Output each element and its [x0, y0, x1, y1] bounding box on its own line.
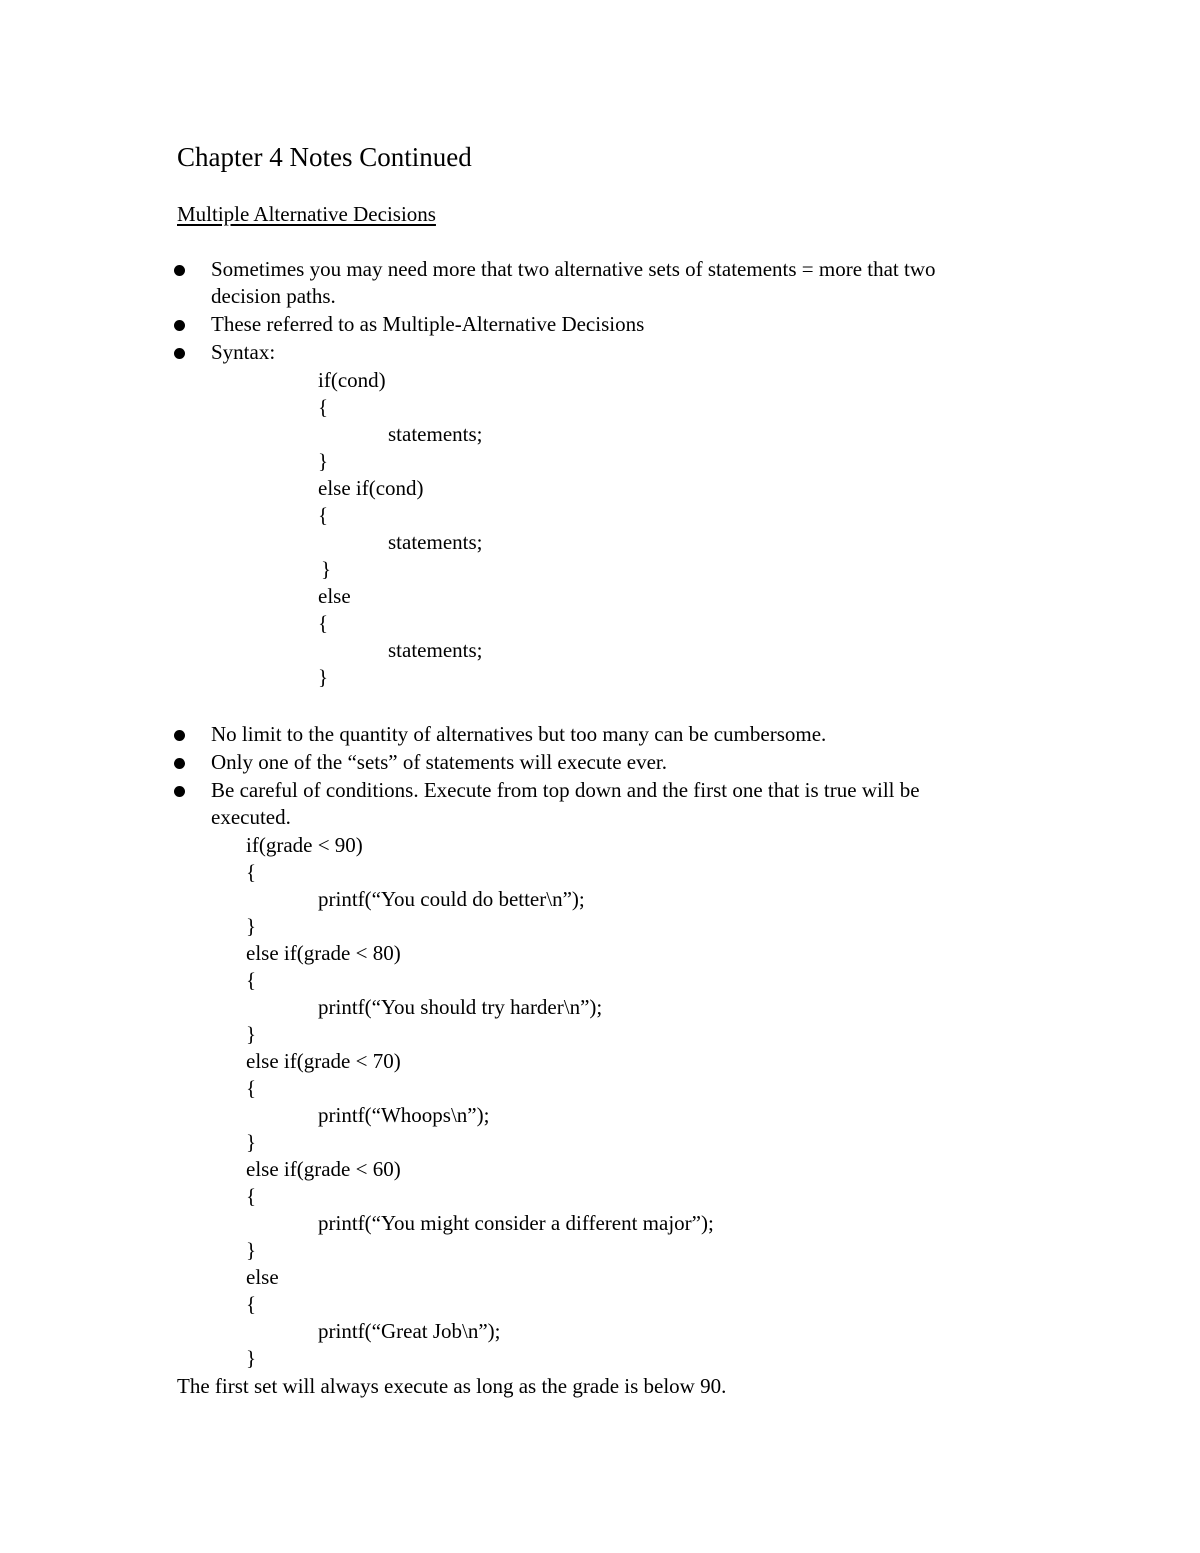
code-line: { — [246, 860, 257, 884]
bullet-text: These referred to as Multiple-Alternative Decisions — [211, 312, 645, 336]
bullet-text: Only one of the “sets” of statements will execute ever. — [211, 750, 668, 774]
code-line: printf(“You could do better\n”); — [318, 887, 585, 911]
bullet-icon — [174, 348, 185, 359]
code-line: } — [318, 665, 329, 689]
code-line: printf(“You might consider a different major”); — [318, 1211, 714, 1235]
code-line: else — [246, 1265, 279, 1289]
code-line: { — [246, 1292, 257, 1316]
code-line: } — [246, 914, 257, 938]
code-line: { — [318, 503, 329, 527]
code-line: } — [318, 449, 329, 473]
bullet-text: Be careful of conditions. Execute from top down and the first one that is true will be — [211, 778, 920, 802]
closing-paragraph: The first set will always execute as long as the grade is below 90. — [177, 1374, 727, 1398]
page-title: Chapter 4 Notes Continued — [177, 142, 472, 172]
code-line: } — [246, 1130, 257, 1154]
code-line: { — [246, 1184, 257, 1208]
code-line: else if(cond) — [318, 476, 424, 500]
code-line: } — [246, 1346, 257, 1370]
code-line: if(cond) — [318, 368, 386, 392]
code-line: else if(grade < 80) — [246, 941, 401, 965]
bullet-text-continued: executed. — [211, 805, 291, 829]
code-line: else if(grade < 70) — [246, 1049, 401, 1073]
code-line: } — [246, 1238, 257, 1262]
bullet-icon — [174, 758, 185, 769]
code-line: } — [246, 1022, 257, 1046]
code-line: { — [318, 395, 329, 419]
bullet-text: Sometimes you may need more that two alternative sets of statements = more that two — [211, 257, 936, 281]
code-line: statements; — [388, 530, 483, 554]
section-heading: Multiple Alternative Decisions — [177, 202, 436, 226]
code-line: printf(“Great Job\n”); — [318, 1319, 501, 1343]
bullet-icon — [174, 320, 185, 331]
bullet-icon — [174, 786, 185, 797]
code-line: printf(“You should try harder\n”); — [318, 995, 603, 1019]
bullet-icon — [174, 265, 185, 276]
bullet-text: No limit to the quantity of alternatives but too many can be cumbersome. — [211, 722, 827, 746]
code-line: } — [321, 557, 332, 581]
code-line: if(grade < 90) — [246, 833, 363, 857]
bullet-text: Syntax: — [211, 340, 276, 364]
bullet-icon — [174, 730, 185, 741]
code-line: else — [318, 584, 351, 608]
code-line: statements; — [388, 638, 483, 662]
code-line: else if(grade < 60) — [246, 1157, 401, 1181]
code-line: { — [318, 611, 329, 635]
code-line: { — [246, 1076, 257, 1100]
bullet-text-continued: decision paths. — [211, 284, 336, 308]
code-line: { — [246, 968, 257, 992]
code-line: printf(“Whoops\n”); — [318, 1103, 490, 1127]
code-line: statements; — [388, 422, 483, 446]
